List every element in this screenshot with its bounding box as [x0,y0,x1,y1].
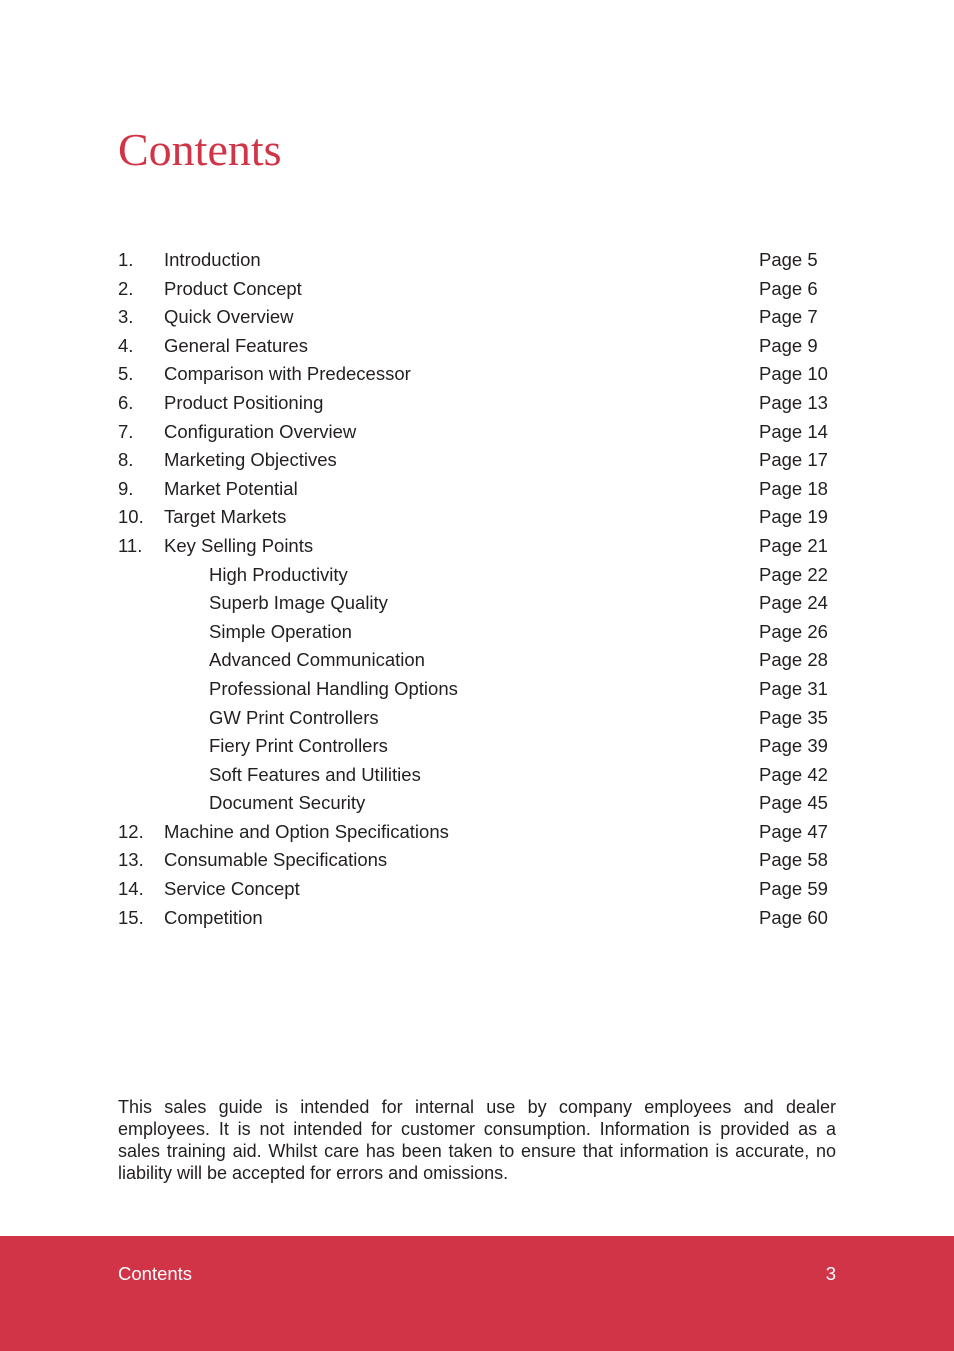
toc-entry-title: Consumable Specifications [164,849,388,871]
toc-entry-page: Page 31 [759,677,828,699]
toc-entry[interactable] [118,389,838,418]
toc-entry-page: Page 14 [759,420,828,442]
toc-entry-page: Page 22 [759,563,828,585]
toc-entry-page: Page 45 [759,792,828,814]
toc-entry-page: Page 5 [759,249,818,270]
toc-entry-page: Page 42 [759,763,828,785]
toc-entry[interactable] [118,275,838,304]
toc-entry-number: 8. [118,449,134,471]
toc-subentry[interactable] [118,589,838,618]
toc-entry-page: Page 26 [759,620,828,642]
toc-entry-number: 9. [118,477,134,499]
toc-entry-title: Superb Image Quality [209,592,388,614]
table-of-contents [118,246,838,932]
toc-entry-number: 11. [118,534,143,556]
toc-entry[interactable] [118,418,838,447]
toc-entry-number: 5. [118,363,134,385]
toc-entry-page: Page 19 [759,506,828,528]
toc-entry-page: Page 58 [759,849,828,871]
toc-entry-title: Product Positioning [164,391,324,413]
toc-entry-number: 13. [118,849,144,871]
toc-entry[interactable] [118,503,838,532]
toc-entry-number: 7. [118,420,134,442]
toc-entry[interactable] [118,475,838,504]
toc-entry-number: 14. [118,878,144,900]
toc-entry-title: Target Markets [164,506,287,528]
toc-entry-page: Page 60 [759,906,828,928]
toc-entry-number: 2. [118,277,134,299]
toc-entry-title: Professional Handling Options [209,677,458,699]
toc-entry-title: Marketing Objectives [164,449,337,471]
toc-entry-title: Document Security [209,792,366,814]
toc-entry-page: Page 7 [759,306,818,328]
toc-entry[interactable] [118,360,838,389]
toc-entry[interactable] [118,846,838,875]
toc-entry[interactable] [118,532,838,561]
disclaimer-text: This sales guide is intended for internal use by company employees and dealer employees. It is not intended for customer consumption. Information is provided as a sales training aid. Whilst care has been taken to ensure that information is accurate, no liability will be accepted for errors and omissions. [118,1097,836,1183]
toc-entry-title: Key Selling Points [164,534,314,556]
toc-entry-title: GW Print Controllers [209,706,379,728]
toc-entry[interactable] [118,332,838,361]
toc-subentry[interactable] [118,675,838,704]
toc-entry-number: 10. [118,506,144,528]
toc-entry-page: Page 9 [759,334,818,356]
toc-entry-number: 6. [118,391,134,413]
toc-entry-number: 12. [118,820,144,842]
toc-subentry[interactable] [118,704,838,733]
toc-entry-page: Page 47 [759,820,828,842]
toc-entry-title: Comparison with Predecessor [164,363,411,385]
toc-entry-title: Machine and Option Specifications [164,820,449,842]
toc-entry-title: Fiery Print Controllers [209,735,388,757]
footer-bar [0,1236,954,1351]
footer-page-number: 3 [825,1263,836,1284]
toc-entry-page: Page 59 [759,878,828,900]
toc-entry-title: Product Concept [164,277,302,299]
toc-entry-number: 1. [118,249,134,270]
toc-entry-page: Page 28 [759,649,828,671]
toc-entry[interactable] [118,875,838,904]
toc-entry-page: Page 39 [759,735,828,757]
toc-entry-number: 3. [118,306,134,328]
toc-entry-number: 15. [118,906,144,928]
toc-entry-page: Page 6 [759,277,818,299]
toc-subentry[interactable] [118,761,838,790]
toc-entry-title: High Productivity [209,563,348,585]
toc-subentry[interactable] [118,561,838,590]
toc-entry-title: Competition [164,906,263,928]
toc-entry[interactable] [118,818,838,847]
footer-section-label: Contents [118,1263,193,1284]
toc-entry-page: Page 35 [759,706,828,728]
toc-entry-title: Soft Features and Utilities [209,763,421,785]
toc-entry-page: Page 10 [759,363,828,385]
toc-entry[interactable] [118,446,838,475]
toc-entry-title: Quick Overview [164,306,294,328]
toc-entry-page: Page 21 [759,534,828,556]
toc-entry-title: Introduction [164,249,261,270]
toc-subentry[interactable] [118,732,838,761]
toc-entry-number: 4. [118,334,134,356]
toc-entry[interactable] [118,904,838,933]
toc-entry-title: Configuration Overview [164,420,357,442]
toc-entry-page: Page 13 [759,391,828,413]
toc-subentry[interactable] [118,789,838,818]
toc-entry-title: General Features [164,334,308,356]
toc-entry-title: Advanced Communication [209,649,425,671]
toc-entry-page: Page 18 [759,477,828,499]
toc-subentry[interactable] [118,618,838,647]
toc-entry[interactable] [118,303,838,332]
toc-entry-page: Page 17 [759,449,828,471]
toc-entry-title: Simple Operation [209,620,352,642]
toc-subentry[interactable] [118,646,838,675]
page-title: Contents [118,124,282,175]
toc-entry-title: Market Potential [164,477,298,499]
toc-entry[interactable] [118,246,838,275]
toc-entry-page: Page 24 [759,592,828,614]
toc-entry-title: Service Concept [164,878,300,900]
